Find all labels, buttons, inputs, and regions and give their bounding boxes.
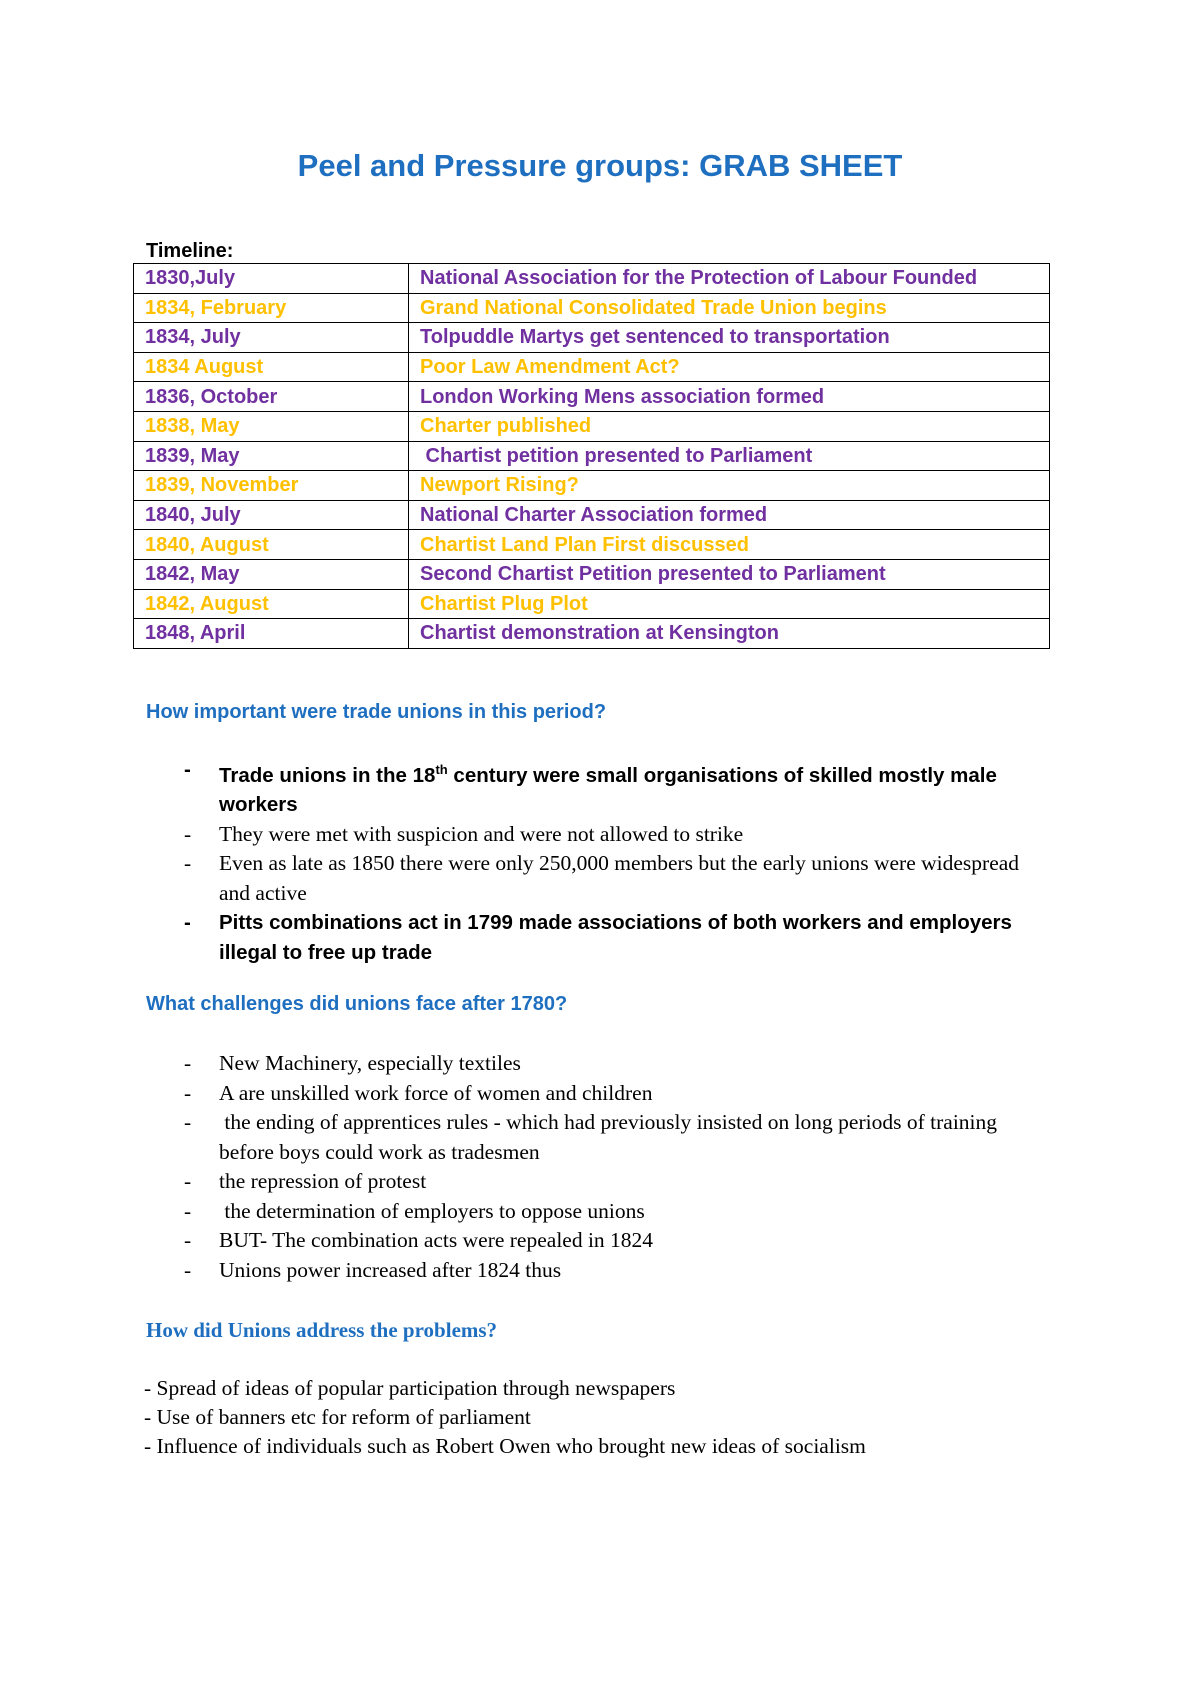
table-row [134, 293, 1050, 323]
table-row [134, 441, 1050, 471]
list-item: - Use of banners etc for reform of parliament [144, 1405, 531, 1429]
timeline-date: 1840, August [134, 530, 409, 560]
table-row [134, 411, 1050, 441]
list-item-text: Even as late as 1850 there were only 250,000 members but the early unions were widespread and active [219, 851, 1020, 905]
superscript: th [435, 762, 448, 777]
timeline-date: 1842, August [134, 589, 409, 619]
list-item [146, 1167, 1046, 1197]
timeline-date: 1839, May [134, 441, 409, 471]
timeline-date: 1830,July [134, 264, 409, 294]
table-row [134, 264, 1050, 294]
address-problems-list [144, 1374, 1094, 1461]
dash-bullet: - [184, 911, 191, 935]
dash-bullet: - [184, 1169, 192, 1193]
list-item [146, 1049, 1046, 1079]
timeline-event: National Charter Association formed [409, 500, 1050, 530]
dash-bullet: - [184, 851, 192, 876]
timeline-date: 1834, July [134, 323, 409, 353]
list-item [146, 820, 1046, 850]
timeline-date: 1834, February [134, 293, 409, 323]
list-item-text: Unions power increased after 1824 thus [219, 1257, 562, 1282]
timeline-event: Poor Law Amendment Act? [409, 352, 1050, 382]
page-title: Peel and Pressure groups: GRAB SHEET [297, 148, 903, 183]
timeline-event: Newport Rising? [409, 471, 1050, 501]
list-item-text: Trade unions in the 18 [219, 763, 436, 787]
dash-bullet: - [184, 758, 191, 781]
table-row [134, 619, 1050, 649]
timeline-date: 1842, May [134, 559, 409, 589]
timeline-event: Chartist demonstration at Kensington [409, 619, 1050, 649]
list-item-text: the repression of protest [219, 1169, 427, 1193]
list-item-text: century were small organisations of skilled mostly male workers [219, 763, 997, 817]
list-item-text: BUT- The combination acts were repealed in 1824 [219, 1228, 654, 1252]
list-item-text: Pitts combinations act in 1799 made associations of both workers and employers illegal to free up trade [219, 911, 1012, 964]
timeline-date: 1836, October [134, 382, 409, 412]
table-row [134, 382, 1050, 412]
list-item [146, 755, 1046, 820]
timeline-date: 1848, April [134, 619, 409, 649]
timeline-date: 1834 August [134, 352, 409, 382]
timeline-event: Chartist Land Plan First discussed [409, 530, 1050, 560]
timeline-event: Second Chartist Petition presented to Parliament [409, 559, 1050, 589]
timeline-label: Timeline: [146, 240, 234, 262]
section-heading-address-problems: How did Unions address the problems? [146, 1318, 498, 1342]
list-item [146, 849, 1046, 908]
list-item [146, 1226, 1046, 1256]
table-row [134, 589, 1050, 619]
section-heading-challenges: What challenges did unions face after 1780? [146, 993, 568, 1015]
table-row [134, 500, 1050, 530]
table-row [134, 352, 1050, 382]
timeline-event: National Association for the Protection of Labour Founded [409, 264, 1050, 294]
list-item [146, 1108, 1046, 1167]
list-item: - Spread of ideas of popular participation through newspapers [144, 1376, 676, 1400]
list-item [146, 1256, 1046, 1286]
dash-bullet: - [184, 1051, 192, 1075]
timeline-event: Charter published [409, 411, 1050, 441]
dash-bullet: - [184, 821, 192, 846]
list-item-text: the ending of apprentices rules - which had previously insisted on long periods of training before boys could work as tradesmen [219, 1110, 1003, 1164]
timeline-event: Chartist Plug Plot [409, 589, 1050, 619]
timeline-date: 1838, May [134, 411, 409, 441]
dash-bullet: - [184, 1110, 192, 1134]
timeline-table [133, 263, 1050, 649]
timeline-event: London Working Mens association formed [409, 382, 1050, 412]
timeline-event: Tolpuddle Martys get sentenced to transportation [409, 323, 1050, 353]
timeline-date: 1839, November [134, 471, 409, 501]
timeline-event: Grand National Consolidated Trade Union begins [409, 293, 1050, 323]
list-item: - Influence of individuals such as Robert Owen who brought new ideas of socialism [144, 1434, 866, 1458]
list-item [146, 1079, 1046, 1109]
table-row [134, 559, 1050, 589]
list-item-text: A are unskilled work force of women and children [219, 1080, 653, 1105]
list-item-text: They were met with suspicion and were not allowed to strike [219, 821, 744, 846]
list-item [146, 1197, 1046, 1227]
trade-unions-importance-list [146, 755, 1046, 967]
dash-bullet: - [184, 1080, 192, 1105]
table-row [134, 530, 1050, 560]
timeline-date: 1840, July [134, 500, 409, 530]
dash-bullet: - [184, 1257, 192, 1282]
challenges-list [146, 1049, 1046, 1285]
list-item-text: the determination of employers to oppose unions [219, 1198, 645, 1223]
list-item-text: New Machinery, especially textiles [219, 1051, 521, 1075]
section-heading-trade-unions-importance: How important were trade unions in this period? [146, 701, 607, 723]
table-row [134, 471, 1050, 501]
dash-bullet: - [184, 1228, 192, 1252]
timeline-event: Chartist petition presented to Parliament [409, 441, 1050, 471]
list-item [146, 908, 1046, 967]
dash-bullet: - [184, 1198, 192, 1223]
table-row [134, 323, 1050, 353]
